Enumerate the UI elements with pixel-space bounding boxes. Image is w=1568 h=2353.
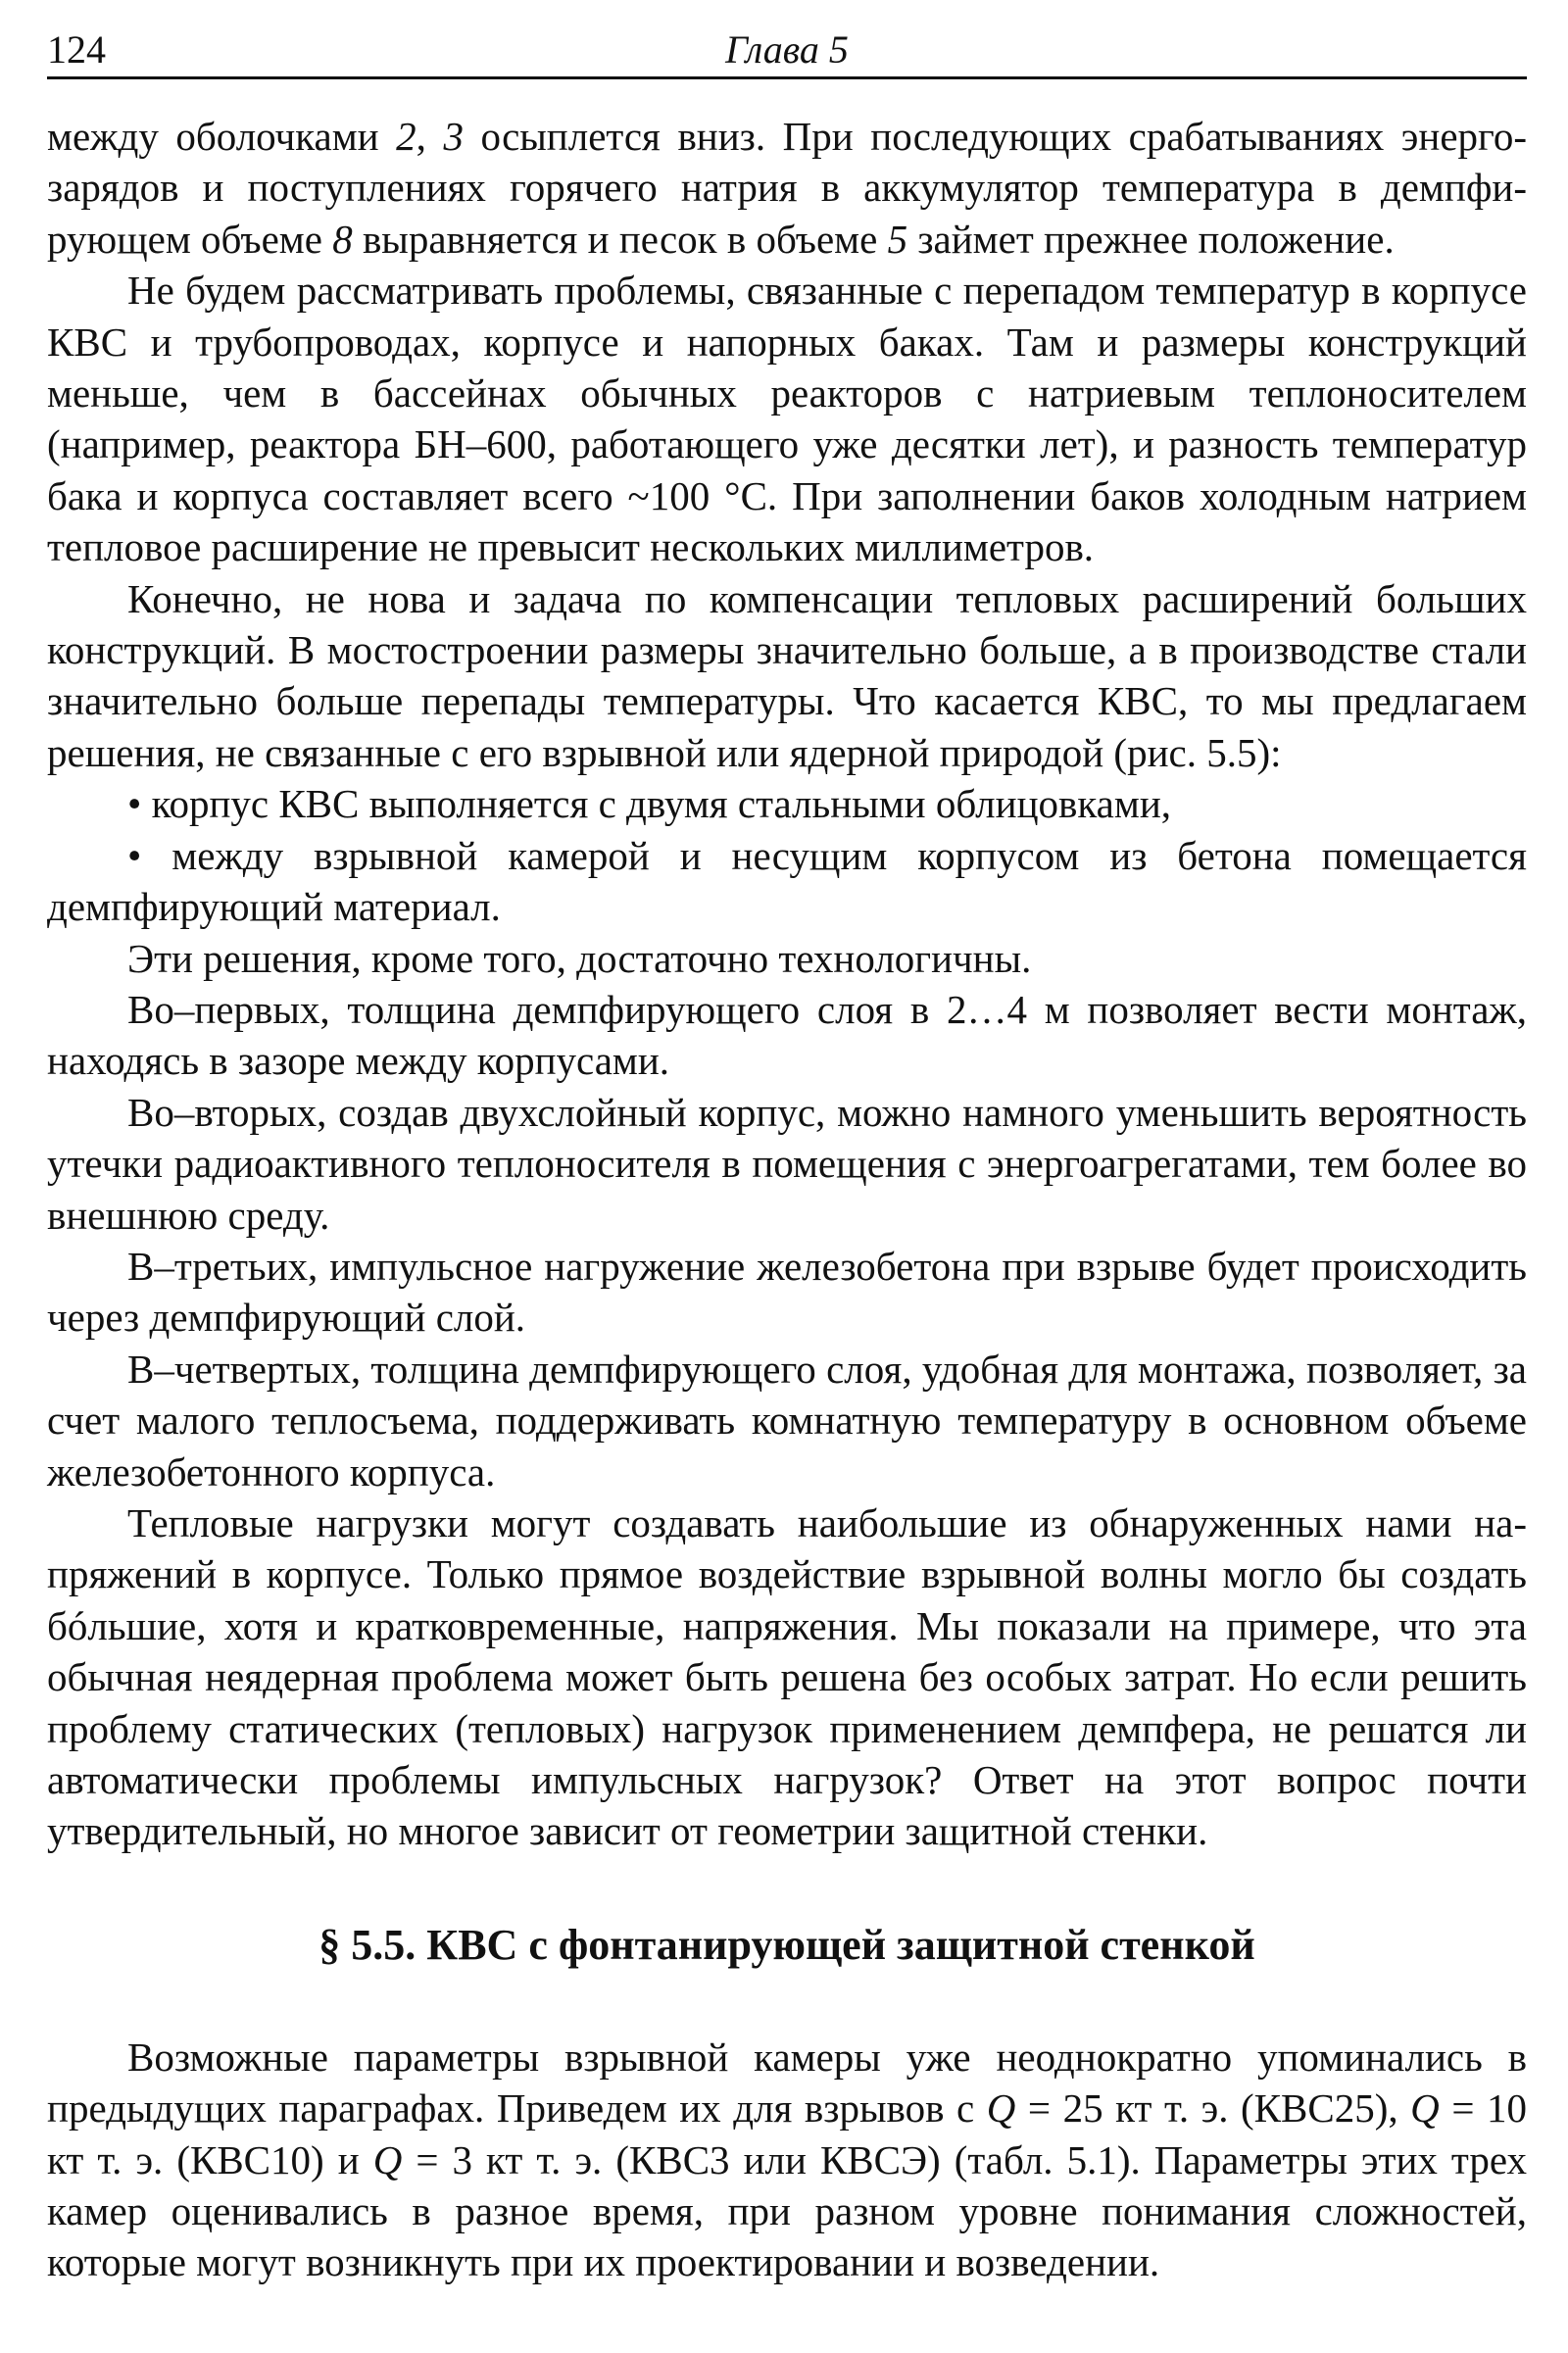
paragraph: В–третьих, импульсное нагружение железобетона при взрыве будет происходить через демпфирующий слой.: [47, 1243, 1527, 1341]
paragraph: Тепловые нагрузки могут создавать наибольшие из обнаруженных нами напряжений в корпусе. Только прямое воздействие взрывной волны могло бы создать бóльшие, хотя и кратковременные, напряжения. Мы показали на примере, что эта обычная неядерная проблема может быть решена без особых затрат. Но если решить проблему статических (тепловых) нагрузок применением демпфера, не решатся ли автоматически проблемы импульсных нагрузок? Ответ на этот вопрос почти утвердительный, но многое зависит от геометрии защитной стенки.: [47, 1499, 1527, 1854]
figure-ref: 8: [332, 216, 353, 262]
paragraph-continuation: [47, 111, 1527, 265]
variable-q: Q: [372, 2136, 403, 2182]
text-run: = 3 кт т. э. (КВС3 или КВСЭ) (табл. 5.1). Параметры этих трех камер оценивались в разное время, при разном уровне понимания сложностей, которые могут возникнуть при их проектировании и возведении.: [47, 2136, 1527, 2285]
running-header: [47, 25, 1527, 79]
paragraph: [47, 2032, 1527, 2288]
text-run: между оболочками: [47, 114, 397, 159]
figure-ref: 5: [887, 216, 908, 262]
section-heading: § 5.5. КВС с фонтанирующей защитной стенкой: [318, 1920, 1255, 1969]
text-run: Возможные параметры взрывной камеры уже неоднократно упоминались в предыдущих параграфах. Приведем их для взрывов с: [47, 2034, 1527, 2132]
chapter-title: Глава 5: [725, 27, 849, 72]
text-run: ,: [416, 114, 444, 159]
text-run: займет прежнее положение.: [907, 216, 1395, 262]
text-run: = 25 кт т. э. (КВС25),: [1015, 2085, 1411, 2132]
paragraph: Эти решения, кроме того, достаточно технологичны.: [127, 935, 1032, 981]
body-text: [47, 111, 1527, 2288]
text-run: выравняется и песок в объеме: [352, 216, 888, 262]
paragraph: Во–вторых, создав двухслойный корпус, можно намного уменьшить вероятность утечки радиоактивного теплоносителя в помещения с энергоагрегатами, тем более во внешнюю среду.: [47, 1089, 1527, 1238]
text-run: = 10 кт т. э. (КВС10) и: [47, 2085, 1527, 2182]
variable-q: Q: [1410, 2085, 1440, 2132]
figure-ref: 2: [396, 114, 416, 159]
page: [47, 0, 1527, 2353]
bullet-item: • между взрывной камерой и несущим корпусом из бетона помещается демпфирующий материал.: [47, 832, 1527, 930]
paragraph: Не будем рассматривать проблемы, связанные с перепадом температур в корпусе КВС и трубопроводах, корпусе и напорных баках. Там и размеры конструкций меньше, чем в бассейнах обычных реакторов с натриевым теплоносителем (например, реактора БН–600, работающего уже десятки лет), и разность температур бака и корпуса составляет всего ~100 °С. При заполнении баков холодным натрием тепловое расширение не превысит нескольких миллиметров.: [47, 268, 1527, 570]
paragraph: В–четвертых, толщина демпфирующего слоя, удобная для монтажа, позволяет, за счет малого теплосъема, поддерживать комнатную температуру в основном объеме железобетонного корпуса.: [47, 1346, 1527, 1495]
bullet-item: • корпус КВС выполняется с двумя стальными облицовками,: [127, 781, 1172, 827]
page-number: 124: [47, 27, 106, 72]
paragraph: Во–первых, толщина демпфирующего слоя в 2…4 м позволяет вести монтаж, находясь в зазоре между корпусами.: [47, 986, 1527, 1084]
variable-q: Q: [986, 2085, 1016, 2132]
paragraph: Конечно, не нова и задача по компенсации тепловых расширений больших конструкций. В мостостроении размеры значительно больше, а в производстве стали значительно больше перепады температуры. Что касается КВС, то мы предлагаем решения, не связанные с его взрывной или ядерной природой (рис. 5.5):: [47, 575, 1527, 775]
text-run: осыплется вниз. При последующих срабатываниях энергозарядов и поступлениях горячего натрия в аккумулятор температура в демпфирующем объеме: [47, 114, 1527, 262]
figure-ref: 3: [443, 114, 464, 159]
